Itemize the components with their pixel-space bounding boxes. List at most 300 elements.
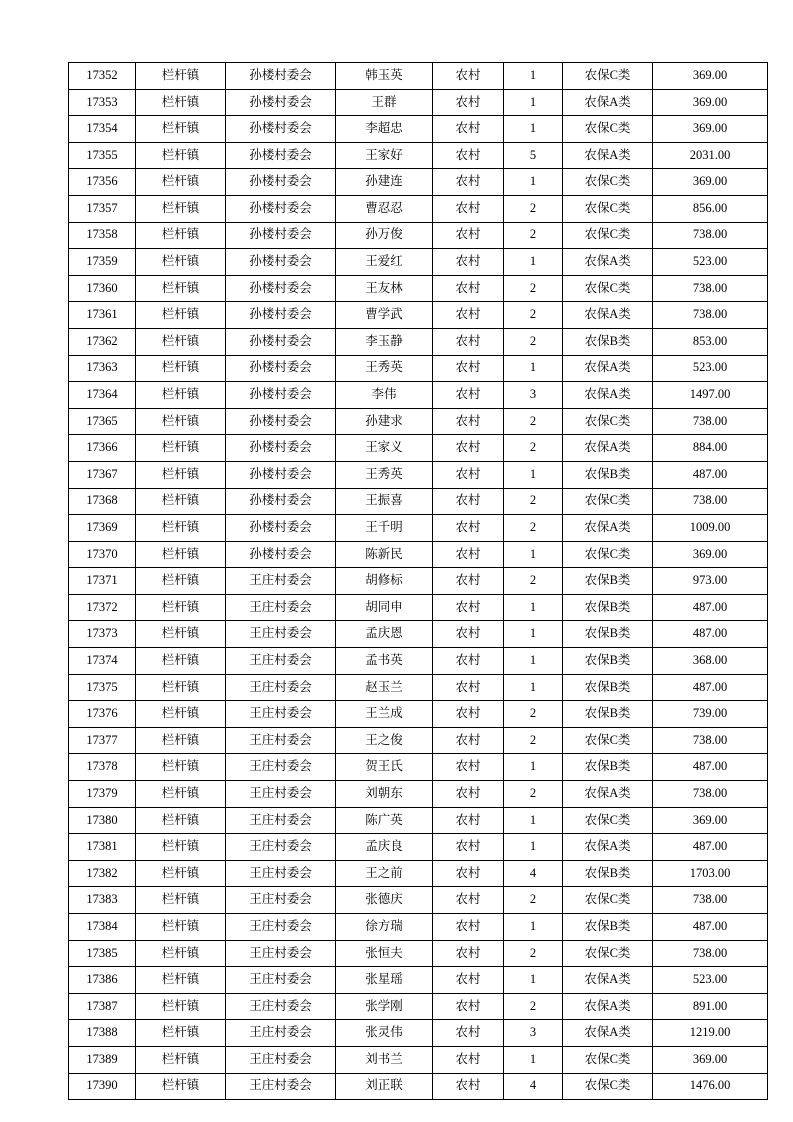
table-row bbox=[69, 461, 768, 488]
cell-count: 2 bbox=[504, 515, 563, 542]
cell-count: 1 bbox=[504, 621, 563, 648]
cell-id: 17356 bbox=[69, 169, 136, 196]
cell-type: 农村 bbox=[433, 1020, 504, 1047]
cell-village: 孙楼村委会 bbox=[226, 435, 336, 462]
cell-id: 17380 bbox=[69, 807, 136, 834]
cell-count: 2 bbox=[504, 887, 563, 914]
cell-id: 17389 bbox=[69, 1046, 136, 1073]
cell-amount: 368.00 bbox=[653, 648, 768, 675]
cell-town: 栏杆镇 bbox=[136, 727, 226, 754]
table-row bbox=[69, 222, 768, 249]
cell-name: 王秀英 bbox=[336, 355, 433, 382]
cell-amount: 369.00 bbox=[653, 169, 768, 196]
cell-name: 张星瑶 bbox=[336, 967, 433, 994]
cell-village: 孙楼村委会 bbox=[226, 328, 336, 355]
cell-village: 孙楼村委会 bbox=[226, 275, 336, 302]
table-row bbox=[69, 621, 768, 648]
cell-name: 王群 bbox=[336, 89, 433, 116]
cell-amount: 1476.00 bbox=[653, 1073, 768, 1100]
cell-type: 农村 bbox=[433, 408, 504, 435]
cell-name: 韩玉英 bbox=[336, 63, 433, 90]
cell-amount: 487.00 bbox=[653, 834, 768, 861]
cell-amount: 738.00 bbox=[653, 887, 768, 914]
cell-town: 栏杆镇 bbox=[136, 834, 226, 861]
cell-village: 王庄村委会 bbox=[226, 674, 336, 701]
cell-id: 17357 bbox=[69, 195, 136, 222]
cell-name: 王爱红 bbox=[336, 249, 433, 276]
cell-type: 农村 bbox=[433, 515, 504, 542]
cell-id: 17385 bbox=[69, 940, 136, 967]
cell-count: 2 bbox=[504, 781, 563, 808]
table-row bbox=[69, 89, 768, 116]
cell-category: 农保C类 bbox=[563, 116, 653, 143]
cell-id: 17390 bbox=[69, 1073, 136, 1100]
cell-type: 农村 bbox=[433, 674, 504, 701]
cell-count: 2 bbox=[504, 328, 563, 355]
cell-id: 17374 bbox=[69, 648, 136, 675]
cell-category: 农保C类 bbox=[563, 488, 653, 515]
cell-amount: 884.00 bbox=[653, 435, 768, 462]
cell-name: 徐方瑞 bbox=[336, 914, 433, 941]
cell-town: 栏杆镇 bbox=[136, 621, 226, 648]
cell-type: 农村 bbox=[433, 967, 504, 994]
cell-category: 农保A类 bbox=[563, 993, 653, 1020]
cell-village: 孙楼村委会 bbox=[226, 461, 336, 488]
cell-category: 农保A类 bbox=[563, 355, 653, 382]
cell-count: 1 bbox=[504, 807, 563, 834]
cell-type: 农村 bbox=[433, 195, 504, 222]
cell-name: 孟庆恩 bbox=[336, 621, 433, 648]
cell-name: 王兰成 bbox=[336, 701, 433, 728]
cell-type: 农村 bbox=[433, 781, 504, 808]
table-row bbox=[69, 328, 768, 355]
cell-count: 2 bbox=[504, 195, 563, 222]
cell-count: 1 bbox=[504, 355, 563, 382]
cell-town: 栏杆镇 bbox=[136, 89, 226, 116]
cell-amount: 2031.00 bbox=[653, 142, 768, 169]
cell-village: 孙楼村委会 bbox=[226, 169, 336, 196]
cell-village: 王庄村委会 bbox=[226, 887, 336, 914]
cell-name: 王之前 bbox=[336, 860, 433, 887]
cell-category: 农保A类 bbox=[563, 435, 653, 462]
table-row bbox=[69, 63, 768, 90]
cell-village: 孙楼村委会 bbox=[226, 382, 336, 409]
cell-count: 2 bbox=[504, 993, 563, 1020]
cell-name: 贺王氏 bbox=[336, 754, 433, 781]
cell-town: 栏杆镇 bbox=[136, 63, 226, 90]
cell-type: 农村 bbox=[433, 648, 504, 675]
cell-id: 17375 bbox=[69, 674, 136, 701]
table-row bbox=[69, 914, 768, 941]
cell-category: 农保C类 bbox=[563, 1046, 653, 1073]
cell-category: 农保C类 bbox=[563, 807, 653, 834]
cell-id: 17369 bbox=[69, 515, 136, 542]
cell-name: 张德庆 bbox=[336, 887, 433, 914]
cell-village: 孙楼村委会 bbox=[226, 195, 336, 222]
cell-town: 栏杆镇 bbox=[136, 887, 226, 914]
table-row bbox=[69, 648, 768, 675]
cell-count: 1 bbox=[504, 63, 563, 90]
cell-type: 农村 bbox=[433, 701, 504, 728]
cell-village: 王庄村委会 bbox=[226, 1073, 336, 1100]
cell-town: 栏杆镇 bbox=[136, 195, 226, 222]
cell-amount: 856.00 bbox=[653, 195, 768, 222]
table-row bbox=[69, 116, 768, 143]
cell-name: 张灵伟 bbox=[336, 1020, 433, 1047]
cell-category: 农保C类 bbox=[563, 887, 653, 914]
cell-town: 栏杆镇 bbox=[136, 674, 226, 701]
cell-village: 王庄村委会 bbox=[226, 914, 336, 941]
cell-type: 农村 bbox=[433, 461, 504, 488]
cell-town: 栏杆镇 bbox=[136, 488, 226, 515]
cell-name: 陈新民 bbox=[336, 541, 433, 568]
cell-town: 栏杆镇 bbox=[136, 701, 226, 728]
cell-id: 17386 bbox=[69, 967, 136, 994]
cell-type: 农村 bbox=[433, 754, 504, 781]
cell-id: 17384 bbox=[69, 914, 136, 941]
cell-category: 农保C类 bbox=[563, 63, 653, 90]
table-row bbox=[69, 408, 768, 435]
cell-type: 农村 bbox=[433, 1073, 504, 1100]
table-row bbox=[69, 967, 768, 994]
cell-amount: 738.00 bbox=[653, 302, 768, 329]
cell-village: 孙楼村委会 bbox=[226, 249, 336, 276]
cell-amount: 738.00 bbox=[653, 488, 768, 515]
table-row bbox=[69, 302, 768, 329]
cell-id: 17365 bbox=[69, 408, 136, 435]
table-row bbox=[69, 515, 768, 542]
table-row bbox=[69, 382, 768, 409]
table-row bbox=[69, 674, 768, 701]
cell-category: 农保B类 bbox=[563, 860, 653, 887]
cell-type: 农村 bbox=[433, 63, 504, 90]
cell-id: 17371 bbox=[69, 568, 136, 595]
table-row bbox=[69, 435, 768, 462]
cell-village: 王庄村委会 bbox=[226, 967, 336, 994]
cell-type: 农村 bbox=[433, 807, 504, 834]
cell-type: 农村 bbox=[433, 488, 504, 515]
cell-count: 4 bbox=[504, 860, 563, 887]
cell-name: 王振喜 bbox=[336, 488, 433, 515]
cell-id: 17376 bbox=[69, 701, 136, 728]
cell-id: 17359 bbox=[69, 249, 136, 276]
cell-id: 17383 bbox=[69, 887, 136, 914]
cell-count: 1 bbox=[504, 674, 563, 701]
cell-amount: 973.00 bbox=[653, 568, 768, 595]
cell-id: 17388 bbox=[69, 1020, 136, 1047]
cell-category: 农保C类 bbox=[563, 195, 653, 222]
cell-name: 王友林 bbox=[336, 275, 433, 302]
cell-village: 孙楼村委会 bbox=[226, 515, 336, 542]
cell-name: 赵玉兰 bbox=[336, 674, 433, 701]
cell-town: 栏杆镇 bbox=[136, 967, 226, 994]
cell-type: 农村 bbox=[433, 89, 504, 116]
cell-id: 17363 bbox=[69, 355, 136, 382]
cell-amount: 738.00 bbox=[653, 408, 768, 435]
cell-amount: 1497.00 bbox=[653, 382, 768, 409]
cell-type: 农村 bbox=[433, 249, 504, 276]
cell-count: 3 bbox=[504, 382, 563, 409]
cell-village: 孙楼村委会 bbox=[226, 142, 336, 169]
cell-name: 刘朝东 bbox=[336, 781, 433, 808]
cell-count: 1 bbox=[504, 967, 563, 994]
cell-name: 孙建求 bbox=[336, 408, 433, 435]
table-row bbox=[69, 1020, 768, 1047]
cell-amount: 1009.00 bbox=[653, 515, 768, 542]
cell-category: 农保B类 bbox=[563, 594, 653, 621]
cell-name: 张恒夫 bbox=[336, 940, 433, 967]
cell-count: 2 bbox=[504, 701, 563, 728]
cell-category: 农保A类 bbox=[563, 834, 653, 861]
cell-id: 17372 bbox=[69, 594, 136, 621]
table-row bbox=[69, 1046, 768, 1073]
table-row bbox=[69, 249, 768, 276]
cell-name: 李玉静 bbox=[336, 328, 433, 355]
cell-type: 农村 bbox=[433, 834, 504, 861]
cell-amount: 738.00 bbox=[653, 940, 768, 967]
cell-id: 17381 bbox=[69, 834, 136, 861]
cell-name: 张学刚 bbox=[336, 993, 433, 1020]
cell-town: 栏杆镇 bbox=[136, 754, 226, 781]
table-row bbox=[69, 355, 768, 382]
table-row bbox=[69, 860, 768, 887]
cell-village: 王庄村委会 bbox=[226, 621, 336, 648]
table-row bbox=[69, 781, 768, 808]
table-row bbox=[69, 940, 768, 967]
cell-type: 农村 bbox=[433, 621, 504, 648]
cell-name: 王千明 bbox=[336, 515, 433, 542]
cell-category: 农保A类 bbox=[563, 382, 653, 409]
cell-village: 王庄村委会 bbox=[226, 781, 336, 808]
cell-name: 胡修标 bbox=[336, 568, 433, 595]
cell-id: 17373 bbox=[69, 621, 136, 648]
cell-town: 栏杆镇 bbox=[136, 594, 226, 621]
cell-id: 17367 bbox=[69, 461, 136, 488]
cell-type: 农村 bbox=[433, 1046, 504, 1073]
table-row bbox=[69, 807, 768, 834]
table-row bbox=[69, 488, 768, 515]
cell-category: 农保A类 bbox=[563, 781, 653, 808]
table-row bbox=[69, 993, 768, 1020]
cell-type: 农村 bbox=[433, 914, 504, 941]
cell-count: 1 bbox=[504, 1046, 563, 1073]
table-row bbox=[69, 701, 768, 728]
cell-town: 栏杆镇 bbox=[136, 807, 226, 834]
cell-count: 1 bbox=[504, 914, 563, 941]
cell-village: 王庄村委会 bbox=[226, 648, 336, 675]
cell-town: 栏杆镇 bbox=[136, 169, 226, 196]
cell-category: 农保A类 bbox=[563, 515, 653, 542]
cell-amount: 739.00 bbox=[653, 701, 768, 728]
cell-category: 农保A类 bbox=[563, 249, 653, 276]
cell-type: 农村 bbox=[433, 541, 504, 568]
cell-amount: 369.00 bbox=[653, 807, 768, 834]
table-body bbox=[69, 63, 768, 1100]
cell-id: 17355 bbox=[69, 142, 136, 169]
cell-count: 1 bbox=[504, 594, 563, 621]
cell-town: 栏杆镇 bbox=[136, 382, 226, 409]
cell-category: 农保B类 bbox=[563, 568, 653, 595]
table-row bbox=[69, 275, 768, 302]
cell-category: 农保B类 bbox=[563, 914, 653, 941]
table-row bbox=[69, 568, 768, 595]
cell-id: 17352 bbox=[69, 63, 136, 90]
cell-count: 5 bbox=[504, 142, 563, 169]
table-row bbox=[69, 594, 768, 621]
cell-name: 胡同申 bbox=[336, 594, 433, 621]
cell-village: 王庄村委会 bbox=[226, 754, 336, 781]
cell-amount: 523.00 bbox=[653, 249, 768, 276]
cell-category: 农保C类 bbox=[563, 408, 653, 435]
cell-type: 农村 bbox=[433, 275, 504, 302]
cell-village: 王庄村委会 bbox=[226, 701, 336, 728]
cell-id: 17361 bbox=[69, 302, 136, 329]
cell-amount: 487.00 bbox=[653, 621, 768, 648]
cell-town: 栏杆镇 bbox=[136, 302, 226, 329]
cell-name: 孟书英 bbox=[336, 648, 433, 675]
cell-town: 栏杆镇 bbox=[136, 515, 226, 542]
cell-name: 李超忠 bbox=[336, 116, 433, 143]
cell-type: 农村 bbox=[433, 594, 504, 621]
cell-count: 2 bbox=[504, 488, 563, 515]
cell-category: 农保C类 bbox=[563, 222, 653, 249]
cell-name: 曹忍忍 bbox=[336, 195, 433, 222]
cell-name: 曹学武 bbox=[336, 302, 433, 329]
cell-count: 1 bbox=[504, 648, 563, 675]
cell-category: 农保C类 bbox=[563, 169, 653, 196]
cell-village: 王庄村委会 bbox=[226, 834, 336, 861]
cell-type: 农村 bbox=[433, 887, 504, 914]
cell-id: 17378 bbox=[69, 754, 136, 781]
cell-amount: 853.00 bbox=[653, 328, 768, 355]
cell-town: 栏杆镇 bbox=[136, 541, 226, 568]
table-row bbox=[69, 541, 768, 568]
cell-id: 17387 bbox=[69, 993, 136, 1020]
cell-id: 17368 bbox=[69, 488, 136, 515]
cell-name: 刘正联 bbox=[336, 1073, 433, 1100]
cell-town: 栏杆镇 bbox=[136, 1073, 226, 1100]
cell-name: 孙万俊 bbox=[336, 222, 433, 249]
cell-category: 农保A类 bbox=[563, 302, 653, 329]
cell-town: 栏杆镇 bbox=[136, 116, 226, 143]
cell-name: 王之俊 bbox=[336, 727, 433, 754]
cell-name: 王秀英 bbox=[336, 461, 433, 488]
cell-count: 2 bbox=[504, 727, 563, 754]
cell-village: 王庄村委会 bbox=[226, 993, 336, 1020]
cell-village: 孙楼村委会 bbox=[226, 222, 336, 249]
cell-village: 孙楼村委会 bbox=[226, 302, 336, 329]
cell-town: 栏杆镇 bbox=[136, 275, 226, 302]
cell-amount: 487.00 bbox=[653, 461, 768, 488]
cell-id: 17354 bbox=[69, 116, 136, 143]
cell-id: 17364 bbox=[69, 382, 136, 409]
cell-category: 农保A类 bbox=[563, 142, 653, 169]
cell-amount: 891.00 bbox=[653, 993, 768, 1020]
cell-count: 1 bbox=[504, 249, 563, 276]
cell-town: 栏杆镇 bbox=[136, 222, 226, 249]
cell-name: 孙建连 bbox=[336, 169, 433, 196]
cell-village: 孙楼村委会 bbox=[226, 488, 336, 515]
cell-town: 栏杆镇 bbox=[136, 435, 226, 462]
cell-amount: 523.00 bbox=[653, 355, 768, 382]
cell-type: 农村 bbox=[433, 355, 504, 382]
cell-count: 2 bbox=[504, 222, 563, 249]
cell-type: 农村 bbox=[433, 222, 504, 249]
table-row bbox=[69, 169, 768, 196]
table-row bbox=[69, 195, 768, 222]
cell-category: 农保C类 bbox=[563, 1073, 653, 1100]
cell-name: 王家义 bbox=[336, 435, 433, 462]
table-row bbox=[69, 834, 768, 861]
cell-amount: 738.00 bbox=[653, 781, 768, 808]
cell-id: 17377 bbox=[69, 727, 136, 754]
cell-amount: 369.00 bbox=[653, 63, 768, 90]
cell-town: 栏杆镇 bbox=[136, 1020, 226, 1047]
cell-amount: 369.00 bbox=[653, 89, 768, 116]
cell-category: 农保B类 bbox=[563, 754, 653, 781]
cell-id: 17370 bbox=[69, 541, 136, 568]
cell-type: 农村 bbox=[433, 116, 504, 143]
cell-count: 2 bbox=[504, 940, 563, 967]
cell-count: 1 bbox=[504, 169, 563, 196]
cell-name: 李伟 bbox=[336, 382, 433, 409]
table-row bbox=[69, 142, 768, 169]
cell-name: 陈广英 bbox=[336, 807, 433, 834]
cell-village: 王庄村委会 bbox=[226, 1020, 336, 1047]
cell-category: 农保B类 bbox=[563, 461, 653, 488]
cell-category: 农保B类 bbox=[563, 674, 653, 701]
cell-category: 农保C类 bbox=[563, 275, 653, 302]
cell-amount: 369.00 bbox=[653, 541, 768, 568]
cell-type: 农村 bbox=[433, 568, 504, 595]
cell-count: 2 bbox=[504, 435, 563, 462]
cell-amount: 487.00 bbox=[653, 914, 768, 941]
cell-town: 栏杆镇 bbox=[136, 461, 226, 488]
cell-count: 1 bbox=[504, 89, 563, 116]
cell-id: 17353 bbox=[69, 89, 136, 116]
cell-amount: 738.00 bbox=[653, 275, 768, 302]
cell-town: 栏杆镇 bbox=[136, 860, 226, 887]
cell-category: 农保C类 bbox=[563, 940, 653, 967]
cell-category: 农保C类 bbox=[563, 727, 653, 754]
cell-count: 2 bbox=[504, 408, 563, 435]
subsidy-recipients-table bbox=[68, 62, 768, 1100]
cell-count: 1 bbox=[504, 461, 563, 488]
cell-town: 栏杆镇 bbox=[136, 355, 226, 382]
cell-type: 农村 bbox=[433, 302, 504, 329]
cell-category: 农保B类 bbox=[563, 328, 653, 355]
cell-id: 17382 bbox=[69, 860, 136, 887]
cell-amount: 487.00 bbox=[653, 594, 768, 621]
cell-town: 栏杆镇 bbox=[136, 914, 226, 941]
cell-village: 孙楼村委会 bbox=[226, 408, 336, 435]
cell-village: 王庄村委会 bbox=[226, 594, 336, 621]
cell-id: 17362 bbox=[69, 328, 136, 355]
cell-amount: 1219.00 bbox=[653, 1020, 768, 1047]
cell-village: 王庄村委会 bbox=[226, 860, 336, 887]
table-row bbox=[69, 754, 768, 781]
cell-town: 栏杆镇 bbox=[136, 408, 226, 435]
cell-town: 栏杆镇 bbox=[136, 993, 226, 1020]
cell-town: 栏杆镇 bbox=[136, 781, 226, 808]
cell-category: 农保B类 bbox=[563, 648, 653, 675]
cell-count: 1 bbox=[504, 754, 563, 781]
cell-village: 王庄村委会 bbox=[226, 727, 336, 754]
cell-id: 17379 bbox=[69, 781, 136, 808]
cell-village: 孙楼村委会 bbox=[226, 355, 336, 382]
cell-type: 农村 bbox=[433, 993, 504, 1020]
cell-village: 孙楼村委会 bbox=[226, 63, 336, 90]
